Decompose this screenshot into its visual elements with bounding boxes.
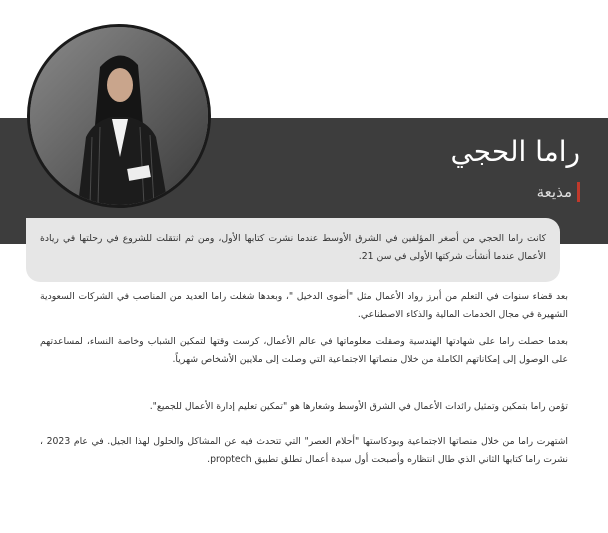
role-label: مذيعة (536, 183, 572, 201)
bio-intro: كانت راما الحجي من أصغر المؤلفين في الشرق الأوسط عندما نشرت كتابها الأول، ومن ثم انتقلت للشروع في رحلتها في ريادة الأعمال عندما أنشأت شركتها الأولى في سن 21. (40, 233, 546, 262)
bio-paragraph-3-block (40, 398, 568, 416)
bio-paragraph-2-block (40, 333, 568, 369)
bio-paragraph-4-block (40, 433, 568, 469)
bio-paragraph-1-block (40, 288, 568, 324)
bio-paragraph-1: بعد قضاء سنوات في التعلم من أبرز رواد الأعمال مثل "أضوى الدخيل "، وبعدها شغلت راما العديد من المناصب في الشركات السعودية الشهيرة في مجال الخدمات المالية والذكاء الاصطناعي. (40, 291, 568, 320)
portrait-photo-icon (30, 27, 208, 205)
profile-photo (27, 24, 211, 208)
bio-paragraph-3: تؤمن راما بتمكين وتمثيل رائدات الأعمال في الشرق الأوسط وشعارها هو "تمكين تعليم إدارة الأعمال للجميع". (149, 401, 568, 412)
bio-paragraph-2: بعدما حصلت راما على شهادتها الهندسية وصقلت معلوماتها في عالم الأعمال، كرست وقتها لتمكين الشباب وخاصة النساء، لمساعدتهم على الوصول إلى إمكاناتهم الكاملة من خلال منصاتها الاجتماعية التي وصلت إلى ملايين الأشخاص شهرياً. (40, 336, 568, 365)
profile-name: راما الحجي (450, 135, 580, 168)
profile-role (537, 182, 580, 202)
intro-card (26, 218, 560, 282)
role-accent-bar (577, 182, 580, 202)
bio-paragraph-4: اشتهرت راما من خلال منصاتها الاجتماعية وبودكاستها "أحلام العصر" التي تتحدث فيه عن المشاكل والحلول لهذا الجيل. في عام 2023 ، نشرت راما كتابها الثاني الذي طال انتظاره وأصبحت أول سيدة أعمال تطلق تطبيق proptech. (40, 436, 568, 465)
